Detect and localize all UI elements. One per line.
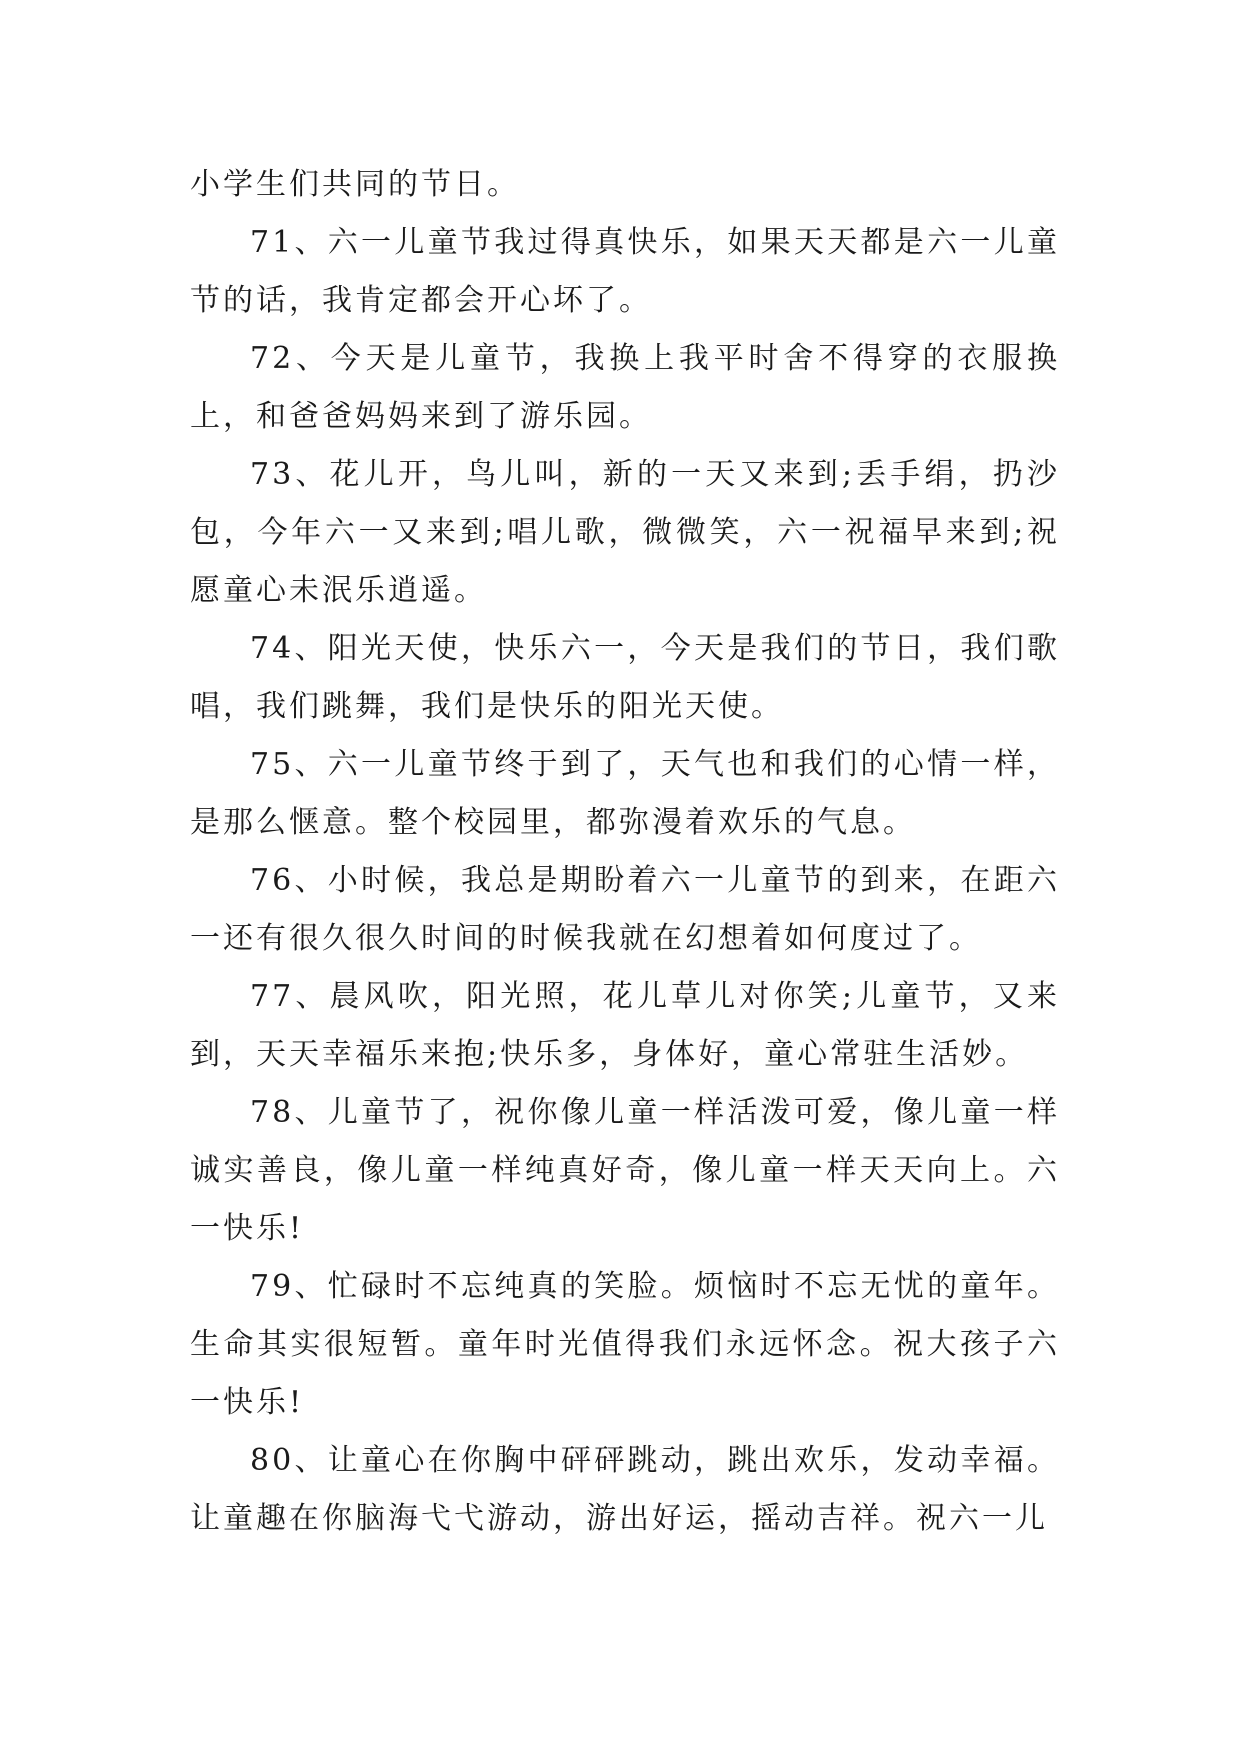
- paragraph-71: 71、六一儿童节我过得真快乐，如果天天都是六一儿童节的话，我肯定都会开心坏了。: [190, 225, 1060, 318]
- paragraph-74: 74、阳光天使，快乐六一，今天是我们的节日，我们歌唱，我们跳舞，我们是快乐的阳光天使。: [190, 631, 1060, 724]
- document-body: [190, 156, 1060, 1548]
- paragraph-72: 72、今天是儿童节，我换上我平时舍不得穿的衣服换上，和爸爸妈妈来到了游乐园。: [190, 341, 1060, 434]
- paragraph-79: 79、忙碌时不忘纯真的笑脸。烦恼时不忘无忧的童年。生命其实很短暂。童年时光值得我们永远怀念。祝大孩子六一快乐!: [190, 1269, 1060, 1420]
- paragraph-76: 76、小时候，我总是期盼着六一儿童节的到来，在距六一还有很久很久时间的时候我就在幻想着如何度过了。: [190, 863, 1060, 956]
- paragraph-73: 73、花儿开，鸟儿叫，新的一天又来到;丢手绢，扔沙包，今年六一又来到;唱儿歌，微微笑，六一祝福早来到;祝愿童心未泯乐逍遥。: [190, 457, 1060, 608]
- paragraph-80: 80、让童心在你胸中砰砰跳动，跳出欢乐，发动幸福。让童趣在你脑海弋弋游动，游出好运，摇动吉祥。祝六一儿: [190, 1443, 1060, 1536]
- paragraph-continued: 小学生们共同的节日。: [190, 167, 520, 202]
- paragraph-75: 75、六一儿童节终于到了，天气也和我们的心情一样，是那么惬意。整个校园里，都弥漫着欢乐的气息。: [190, 747, 1060, 840]
- paragraph-77: 77、晨风吹，阳光照，花儿草儿对你笑;儿童节，又来到，天天幸福乐来抱;快乐多，身体好，童心常驻生活妙。: [190, 979, 1060, 1072]
- paragraph-78: 78、儿童节了，祝你像儿童一样活泼可爱，像儿童一样诚实善良，像儿童一样纯真好奇，像儿童一样天天向上。六一快乐!: [190, 1095, 1060, 1246]
